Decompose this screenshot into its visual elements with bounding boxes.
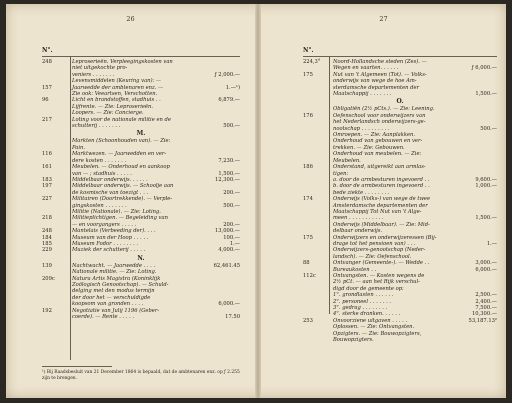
- entry-text: Nachtwacht. — Jaarwedde . . . .: [72, 262, 156, 269]
- entry-text: Loting voor de nationale militie en de: [72, 116, 171, 123]
- entry-amount: 6,000.—: [218, 301, 240, 308]
- entry-number: 112c: [303, 273, 316, 279]
- entries-group-l: [42, 59, 240, 129]
- entry-text: Middelbaar onderwijs. — Schoolje aan: [72, 183, 174, 190]
- entry-amount: 4,000.—: [218, 247, 240, 254]
- entry-text: Oefenschool voor onderwijzers van: [333, 112, 426, 119]
- entry-text: Museum van der Hoop . . . . .: [72, 234, 149, 241]
- entry-text: Onderstand, uitgereikt aan armlas-: [333, 164, 426, 171]
- index-row: [303, 91, 497, 97]
- entry-amount: 500.—: [480, 125, 497, 132]
- entry-text: Onderwijs (Middelbaar). — Zie: Mid-: [333, 221, 430, 228]
- entry-text: van — ; stadhuis . . . . .: [72, 170, 132, 177]
- index-row: [42, 314, 240, 320]
- entry-amount: 200.—: [223, 189, 240, 196]
- entry-text: Negotiatie van Julij 1196 (Geber-: [72, 307, 160, 314]
- entry-number: 185: [42, 240, 52, 247]
- entry-number: 197: [42, 183, 52, 190]
- entry-text: tigen:: [333, 170, 349, 177]
- entry-number: 209c: [42, 275, 55, 282]
- entry-number: 217: [42, 116, 52, 123]
- entry-text: Ontvangsten. — Kosten wegens de: [333, 273, 425, 279]
- left-page: [6, 4, 255, 398]
- entry-number: 184: [42, 234, 52, 241]
- book-spread: [6, 4, 506, 398]
- entry-number: 183: [42, 176, 52, 183]
- entry-amount: 2,400.—: [475, 298, 497, 305]
- entry-text: schutterij . . . . . . .: [72, 123, 121, 130]
- entry-text: koopsom van gronden . . . .: [72, 301, 144, 308]
- entry-amount: 1.—: [229, 240, 240, 247]
- entry-number: 157: [42, 84, 52, 91]
- index-row: [42, 247, 240, 253]
- entry-amount: 1,500.—: [218, 170, 240, 177]
- entry-text: Noord-Hollandsche steden (Zes). —: [333, 59, 427, 65]
- entry-text: dere kosten . . . . . . .: [72, 157, 127, 164]
- entry-amount: 53,187.13²: [468, 317, 497, 324]
- index-entries: [42, 59, 240, 320]
- entry-text: Mantelais (Verbeeding der). . . .: [72, 228, 156, 235]
- entry-text: Amsterdamsche departementen der: [333, 202, 428, 209]
- entry-amount: 1,500.—: [475, 91, 497, 98]
- entry-text: niet uitgekochte pro-: [72, 65, 128, 72]
- entry-number: 229: [42, 247, 52, 254]
- entry-amount: 1.—: [486, 240, 497, 247]
- entry-text: nootschap . . . . . . . . .: [333, 125, 390, 132]
- entry-text: 4°. sterke dranken. . . . . .: [333, 311, 401, 318]
- entry-text: Levensmiddelen (Keuring van): —: [72, 78, 162, 85]
- entry-amount: 2,500.—: [475, 292, 497, 299]
- entry-number: 227: [42, 196, 52, 203]
- entry-amount: 500.—: [223, 123, 240, 130]
- entry-amount: 7,500.—: [475, 305, 497, 312]
- entry-text: delging met den modus termijn: [72, 288, 155, 295]
- entry-text: Militieplichtigen. — Begeleiding van: [72, 215, 168, 222]
- entry-text: Onderwijs (Volks-) van wege de twee: [333, 196, 431, 203]
- entry-text: digd door de gemeente op:: [333, 285, 404, 292]
- entry-text: Zie ook: Veeartsen, Verschotten.: [72, 91, 158, 98]
- entry-text: b. door de armbesturen ingevoerd . .: [333, 183, 430, 190]
- entry-amount: 7,230.—: [218, 157, 240, 164]
- entry-text: Onderwijzers-genootschap (Neder-: [333, 247, 426, 254]
- entry-number: 192: [42, 307, 52, 314]
- entry-number: 161: [42, 164, 52, 171]
- entry-text: Markten (Schoonhouden van). — Zie:: [72, 138, 171, 145]
- entry-text: Loopers. — Zie: Concierge.: [72, 110, 144, 117]
- page-number: 26: [126, 15, 135, 23]
- section-heading-o: O.: [396, 98, 404, 106]
- entry-number: 96: [42, 97, 49, 104]
- entry-amount: 6,879.—: [218, 97, 240, 104]
- entry-text: Onderhoud van meubelen. — Zie:: [333, 151, 422, 158]
- entry-text: Obligatiën (2½ pCts.). — Zie: Leening.: [333, 106, 435, 113]
- entry-number: 248: [42, 59, 52, 65]
- entry-text: Onderwijzers en onderwijzeressen (Bij-: [333, 234, 437, 241]
- entry-text: 2°. personeel . . . . . . .: [333, 298, 392, 305]
- entry-amount: 1.—¹): [225, 84, 240, 91]
- entry-amount: 12,300.—: [215, 176, 240, 183]
- entries-group-m: [42, 138, 240, 253]
- entry-text: het Nederlandsch onderwijzers-ge-: [333, 119, 426, 126]
- entry-amount: 200.—: [223, 221, 240, 228]
- entry-text: Maatschappij Tot Nut van 't Alge-: [333, 208, 422, 215]
- entry-text: Lijfrente. — Zie: Leproserieën.: [72, 103, 153, 110]
- entry-text: coerde). — Rente . . . . .: [72, 314, 135, 321]
- entry-text: a. door de armbesturen ingevoerd . .: [333, 176, 430, 183]
- footnote: ¹) Bij Raadsbesluit van 21 December 1864 is bepaald, dat de ambtenaren enz. op ƒ 2.255 zijn te brengen.: [42, 370, 240, 381]
- entries-group-n: [303, 59, 497, 97]
- entry-text: Museum Fodor . . . . . . . .: [72, 240, 139, 247]
- entry-text: Oplossen. — Zie: Ontvangsten.: [333, 324, 415, 331]
- entry-text: Muziek der schutterij . . . . .: [72, 247, 146, 254]
- entry-number: 253: [303, 317, 313, 324]
- entry-number: 176: [303, 112, 313, 119]
- entry-text: Onderhoud van gebouwen en ver-: [333, 138, 423, 145]
- entry-number: 116: [42, 151, 52, 158]
- entry-text: gingskosten . . . . . . .: [72, 202, 127, 209]
- entry-text: delbaar onderwijs.: [333, 228, 383, 235]
- entry-text: Ontvanger (Gemeente-). — Wedde . .: [333, 260, 430, 267]
- entry-text: Militie (Nationale). — Zie: Loting.: [72, 208, 161, 215]
- entry-number: 175: [303, 234, 313, 241]
- entry-text: der door het — verschuldigde: [72, 294, 151, 301]
- entry-text: Bureaukosten . .: [333, 266, 377, 273]
- entry-number: 174: [303, 196, 313, 203]
- header-rule: [42, 56, 240, 57]
- entry-text: — en voorgangers . . . . .: [72, 221, 137, 228]
- entry-text: Licht en brandstoffen, stadhuis . .: [72, 97, 161, 104]
- index-row: [42, 123, 240, 129]
- entry-number: 218: [42, 215, 52, 222]
- entry-text: Opzigters. — Zie: Bouwopzigters,: [333, 330, 422, 337]
- section-heading-n: N.: [137, 254, 145, 262]
- footnote-rule: [42, 366, 112, 367]
- entry-text: Zoölogisch Genootschap). — Schuld-: [72, 282, 169, 288]
- section-heading-m: M.: [136, 130, 146, 138]
- entry-number: 186: [303, 164, 313, 171]
- entry-text: Maatschappij . . . . . . .: [333, 91, 392, 98]
- entry-text: Omroepen. — Zie: Aanplakken.: [333, 132, 416, 139]
- entry-amount: ƒ 6,000.—: [471, 65, 497, 72]
- entry-text: 3°. gedrag . . . . . . . .: [333, 305, 388, 312]
- entry-text: Nationale militie. — Zie: Loting.: [72, 269, 157, 276]
- entry-amount: 3,000.—: [475, 260, 497, 267]
- entry-text: bede ziekte . . . . . . . .: [333, 189, 390, 196]
- entry-text: Middelbaar onderwijs. . . . . .: [72, 176, 148, 183]
- page-number: 27: [379, 15, 388, 23]
- entry-amount: 100.—: [223, 234, 240, 241]
- column-head: N°.: [303, 47, 314, 54]
- entry-text: Jaarwedde der ambtenaren enz. —: [72, 84, 164, 91]
- entry-text: landsch). — Zie: Oefenschool.: [333, 253, 412, 260]
- entry-amount: 62,461.45: [213, 262, 240, 269]
- entry-text: 1°. grondlasten . . . . . .: [333, 292, 394, 299]
- entry-number: 139: [42, 262, 52, 269]
- entry-number: 175: [303, 71, 313, 78]
- entry-amount: 500.—: [223, 202, 240, 209]
- entry-text: onderwijs van wege de hoe Am-: [333, 78, 417, 85]
- header-rule: [303, 56, 497, 57]
- entry-text: Bouwopzigters.: [333, 337, 374, 344]
- entry-text: sterdamsche departementen der: [333, 84, 420, 91]
- entry-text: 2½ pCt. — aan het Rijk verschul-: [333, 279, 420, 286]
- entry-text: Militairen (Doortrekkende). — Verple-: [72, 196, 173, 203]
- right-page: [261, 4, 506, 398]
- entry-number: 88: [303, 260, 310, 267]
- column-head: N°.: [42, 47, 53, 54]
- entry-amount: 13,000.—: [215, 228, 240, 235]
- entry-text: drage tot het pensioen van) . . .: [333, 240, 416, 247]
- entry-amount: 1,000.—: [475, 183, 497, 190]
- entry-number: 248: [42, 228, 52, 235]
- entries-group-o: [303, 106, 497, 343]
- entry-amount: 10,300.—: [472, 311, 497, 318]
- entry-text: Marktwezen. — Jaarwedden en ver-: [72, 151, 167, 158]
- entry-text: de kosmische van toezigt . . .: [72, 189, 149, 196]
- entry-text: Onvoorziene uitgaven . . . . .: [333, 317, 408, 324]
- entry-text: Pain.: [72, 144, 85, 151]
- entries-group-n: [42, 263, 240, 321]
- entry-text: Natura Artis Magistra (Koninklijk: [72, 275, 161, 282]
- entry-text: Meubelen.: [333, 157, 361, 164]
- entry-amount: 17.50: [225, 314, 240, 321]
- entry-text: Nut van 't Algemeen (Tot). — Volks-: [333, 71, 427, 78]
- entry-text: Meubelen. — Onderhoud en aankoop: [72, 164, 170, 171]
- entry-amount: 1,500.—: [475, 215, 497, 222]
- entry-amount: 6,000.—: [475, 266, 497, 273]
- entry-number: 224,3°: [303, 59, 321, 65]
- index-entries: [303, 59, 497, 343]
- entry-amount: ƒ 2,000.—: [214, 71, 240, 78]
- entry-text: trekken. — Zie: Gebouwen.: [333, 144, 405, 151]
- entry-text: veniers . . . . . . .: [72, 71, 115, 78]
- entry-text: Wegen en vaarten. . . . . .: [333, 65, 399, 72]
- entry-amount: 9,600.—: [475, 176, 497, 183]
- index-row: [303, 337, 497, 343]
- entry-text: Leproserieën. Verpleegingskosten van: [72, 59, 173, 65]
- entry-text: meen . . . . . . . . . . .: [333, 215, 384, 222]
